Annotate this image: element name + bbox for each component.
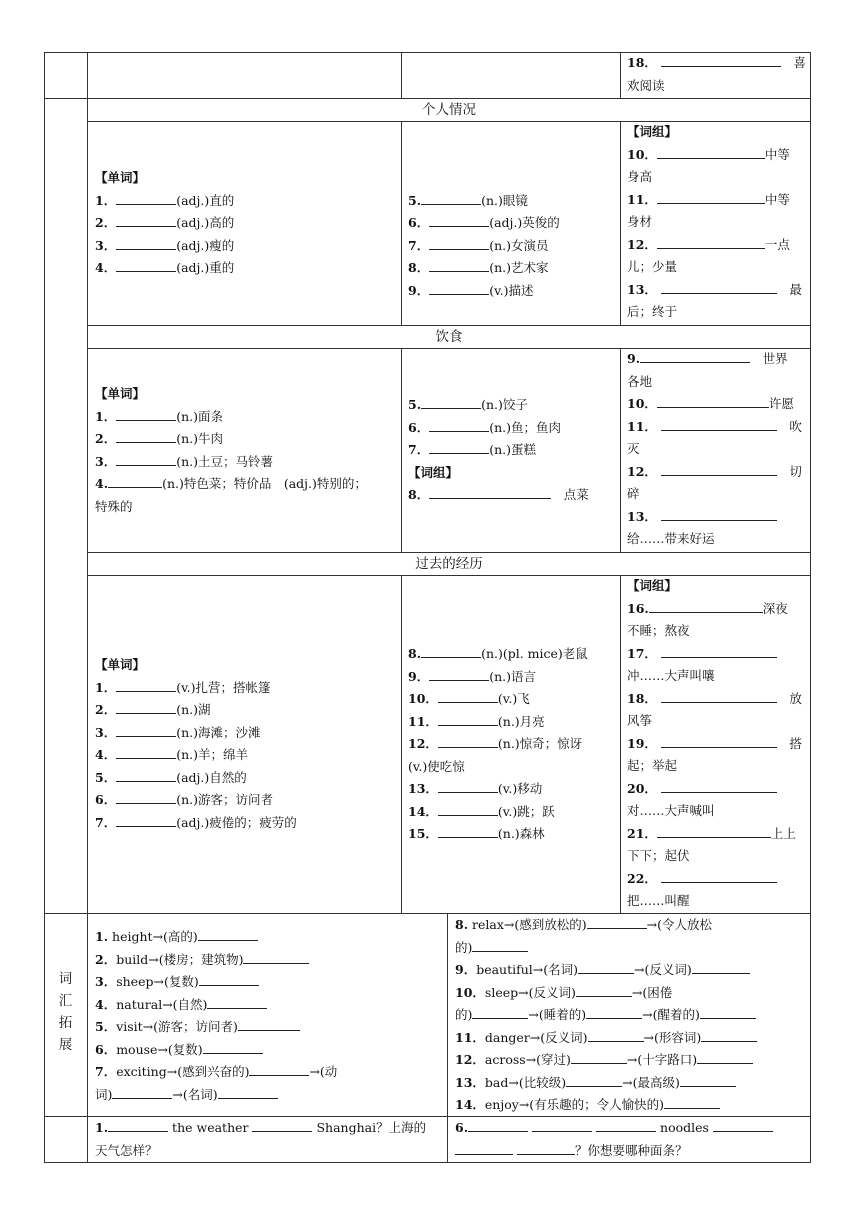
item-number: 16. (627, 600, 649, 616)
col-divider-right (620, 52, 621, 98)
item-number: 2． (95, 951, 117, 967)
answer-blank[interactable] (438, 802, 498, 816)
item-text: 吹 (789, 418, 802, 434)
answer-blank[interactable] (429, 667, 489, 681)
item-number: 7． (95, 814, 117, 830)
item-text: 许愿 (768, 396, 794, 411)
item-text: 天气怎样？ (95, 1142, 158, 1158)
answer-blank[interactable] (249, 1062, 309, 1076)
item-text: 儿；少量 (627, 259, 678, 274)
item-text: →(令人放松 (646, 917, 713, 932)
item-text: enjoy→(有乐趣的；令人愉快的) (484, 1097, 665, 1112)
item-text: (n.)眼镜 (481, 192, 528, 208)
item-text: ？你想要哪种面条？ (574, 1142, 688, 1158)
item-text: 特殊的 (95, 498, 133, 514)
item-text: (v.)跳；跃 (497, 803, 555, 819)
s1-divider-right (620, 121, 621, 325)
item-number: 4． (95, 260, 117, 275)
item-text: across→(穿过) (484, 1052, 571, 1067)
answer-blank[interactable] (116, 790, 176, 804)
item-number: 5． (95, 1019, 117, 1034)
item-text: (adj.)自然的 (176, 769, 247, 785)
item-number: 12． (627, 463, 657, 479)
item-number: 6． (408, 215, 430, 230)
item-text: (adj.)直的 (176, 192, 235, 208)
item-text: (n.)惊奇；惊讶 (497, 736, 583, 751)
item-number: 2． (95, 431, 117, 446)
answer-blank[interactable] (587, 915, 647, 929)
item-text: (v.)使吃惊 (408, 758, 465, 774)
section-title: 饮食 (435, 329, 463, 345)
item-number: 5. (408, 192, 422, 208)
answer-blank[interactable] (429, 236, 489, 250)
answer-blank[interactable] (116, 768, 176, 782)
answer-blank[interactable] (116, 700, 176, 714)
answer-blank[interactable] (421, 191, 481, 205)
s3-phrases-right (627, 575, 807, 913)
answer-blank[interactable] (438, 689, 498, 703)
item-text: 给……带来好运 (627, 531, 715, 546)
answer-blank[interactable] (116, 723, 176, 737)
item-number: 6． (408, 419, 430, 435)
item-text: 搭 (789, 735, 802, 751)
item-number: 14． (408, 803, 438, 819)
item-text: visit→(游客；访问者) (116, 1019, 238, 1034)
answer-blank[interactable] (649, 599, 763, 613)
col-divider-label-bottom (87, 1116, 88, 1163)
answer-blank[interactable] (657, 235, 765, 249)
item-number: 3． (95, 237, 117, 253)
item-number: 8． (408, 487, 430, 502)
answer-blank[interactable] (429, 213, 489, 227)
item-text: (n.)饺子 (481, 397, 528, 412)
item-number: 11． (627, 191, 657, 207)
item-number: 8. (455, 917, 469, 932)
item-number: 1． (95, 679, 117, 695)
item-text: →(十字路口) (626, 1052, 698, 1067)
answer-blank[interactable] (596, 1118, 656, 1132)
item-text: 最 (789, 281, 802, 297)
answer-blank[interactable] (713, 1118, 773, 1132)
answer-blank[interactable] (116, 407, 176, 421)
item-text: height→(高的) (112, 929, 198, 944)
item-number: 20． (627, 780, 657, 796)
answer-blank[interactable] (203, 1040, 263, 1054)
answer-blank[interactable] (116, 258, 176, 272)
item-number: 6. (455, 1120, 469, 1135)
item-number: 10． (455, 984, 485, 1000)
item-number: 18． (627, 690, 657, 706)
item-text: 词) (95, 1086, 113, 1102)
item-text: →(最高级) (622, 1074, 680, 1090)
item-text: (n.)土豆；马铃薯 (176, 453, 273, 469)
answer-blank[interactable] (421, 644, 481, 658)
item-text: 冲……大声叫嚷 (627, 668, 715, 683)
item-text: bad→(比较级) (484, 1074, 567, 1090)
s3-divider-mid (401, 575, 402, 913)
item-number: 19． (627, 735, 657, 751)
item-text: relax→(感到放松的) (472, 917, 587, 932)
item-text: (n.)羊；绵羊 (176, 747, 248, 762)
item-number: 18． (627, 55, 657, 70)
item-number: 13． (627, 508, 657, 524)
item-text: 一点 (764, 236, 790, 252)
answer-blank[interactable] (661, 779, 777, 793)
item-text: natural→(自然) (116, 996, 208, 1012)
item-number: 9． (408, 282, 430, 298)
item-text: 的) (455, 1007, 473, 1022)
item-number: 11． (627, 418, 657, 434)
item-text: 中等 (764, 146, 790, 162)
answer-blank[interactable] (701, 1028, 757, 1042)
item-text: 中等 (764, 191, 790, 207)
answer-blank[interactable] (697, 1050, 753, 1064)
sentence-right (455, 1117, 807, 1162)
item-number: 7． (408, 237, 430, 253)
answer-blank[interactable] (532, 1118, 592, 1132)
item-text: 后；终于 (627, 304, 678, 319)
item-text: 风筝 (627, 713, 653, 728)
col-divider-label (87, 52, 88, 913)
item-number: 13． (455, 1074, 485, 1090)
item-text: 碎 (627, 486, 640, 501)
answer-blank[interactable] (657, 190, 765, 204)
item-text: →(名词) (172, 1086, 218, 1102)
label-char: 汇 (58, 993, 73, 1009)
item-number: 4． (95, 747, 117, 762)
answer-blank[interactable] (429, 440, 489, 454)
item-number: 10． (627, 396, 657, 411)
item-number: 21． (627, 825, 657, 841)
answer-blank[interactable] (116, 678, 176, 692)
answer-blank[interactable] (468, 1118, 528, 1132)
answer-blank[interactable] (198, 927, 258, 941)
item-text: →(睡着的) (528, 1007, 587, 1022)
item-text: (n.)游客；访问者 (176, 792, 273, 807)
item-text: 欢阅读 (627, 77, 665, 93)
answer-blank[interactable] (243, 950, 309, 964)
item-text: →(反义词) (634, 962, 692, 977)
item-text: (n.)(pl. mice)老鼠 (481, 646, 588, 661)
words-header: 【单词】 (95, 657, 146, 672)
item-text: 灭 (627, 441, 640, 456)
answer-blank[interactable] (429, 281, 489, 295)
item-text: (n.)牛肉 (176, 431, 223, 446)
item-text: 放 (789, 690, 802, 706)
item-text: (n.)湖 (176, 702, 211, 717)
item-text: (n.)海滩；沙滩 (176, 724, 261, 740)
answer-blank[interactable] (218, 1085, 278, 1099)
answer-blank[interactable] (421, 395, 481, 409)
item-text: (adj.)重的 (176, 260, 235, 275)
answer-blank[interactable] (116, 745, 176, 759)
item-text: (n.)女演员 (489, 237, 549, 253)
answer-blank[interactable] (576, 983, 632, 997)
s1-words-left (95, 167, 395, 280)
item-text: 不睡；熬夜 (627, 623, 690, 638)
item-text: mouse→(复数) (116, 1041, 203, 1057)
item-number: 3． (95, 724, 117, 740)
s3-divider-right (620, 575, 621, 913)
item-number: 6． (95, 792, 117, 807)
label-char: 词 (58, 971, 73, 987)
item-number: 1． (95, 408, 117, 424)
answer-blank[interactable] (657, 824, 771, 838)
answer-blank[interactable] (640, 349, 750, 363)
item-text: (v.)移动 (497, 781, 543, 796)
item-number: 13． (627, 281, 657, 297)
item-number: 6． (95, 1041, 117, 1057)
answer-blank[interactable] (661, 280, 777, 294)
item-number: 4． (95, 996, 117, 1012)
item-number: 7． (95, 1064, 117, 1079)
answer-blank[interactable] (661, 734, 777, 748)
item-text: 点菜 (563, 487, 589, 502)
words-header: 【单词】 (95, 170, 146, 185)
item-number: 5. (408, 397, 422, 412)
s1-words-middle (408, 167, 618, 302)
item-text: 起；举起 (627, 758, 678, 773)
answer-blank[interactable] (116, 236, 176, 250)
sentence-left (95, 1117, 443, 1162)
label-char: 拓 (58, 1015, 73, 1031)
item-text: noodles (660, 1120, 709, 1135)
answer-blank[interactable] (429, 418, 489, 432)
answer-blank[interactable] (429, 485, 551, 499)
answer-blank[interactable] (578, 960, 634, 974)
s1-divider-mid (401, 121, 402, 325)
item-number: 17． (627, 645, 657, 661)
item-number: 8. (408, 646, 422, 661)
item-number: 2． (95, 702, 117, 717)
item-number: 9． (455, 962, 477, 977)
item-number: 10． (408, 691, 438, 706)
label-char: 展 (58, 1037, 73, 1053)
item-text: 的) (455, 939, 473, 955)
col-divider-label-exp (87, 913, 88, 1116)
item-number: 13． (408, 781, 438, 796)
phrase-header: 【词组】 (408, 464, 459, 480)
item-text: 身材 (627, 214, 653, 229)
item-text: (v.)扎营；搭帐篷 (176, 679, 271, 695)
answer-blank[interactable] (207, 995, 267, 1009)
answer-blank[interactable] (116, 429, 176, 443)
s3-words-middle (408, 643, 618, 846)
item-number: 1. (95, 1120, 109, 1135)
item-text: (n.)鱼；鱼肉 (489, 419, 561, 435)
answer-blank[interactable] (252, 1118, 312, 1132)
answer-blank[interactable] (571, 1050, 627, 1064)
item-text: (n.)面条 (176, 408, 223, 424)
answer-blank[interactable] (429, 258, 489, 272)
item-text: sheep→(复数) (116, 974, 199, 989)
item-number: 4. (95, 476, 109, 491)
item-text: (n.)蛋糕 (489, 442, 536, 457)
item-number: 12． (627, 236, 657, 252)
answer-blank[interactable] (116, 213, 176, 227)
answer-blank[interactable] (199, 972, 259, 986)
answer-blank[interactable] (438, 734, 498, 748)
s1-phrases-right (627, 121, 807, 324)
item-number: 22． (627, 870, 657, 886)
item-text: (adj.)瘦的 (176, 237, 235, 253)
answer-blank[interactable] (112, 1085, 172, 1099)
answer-blank[interactable] (108, 474, 162, 488)
item-text: →(动 (309, 1064, 338, 1079)
answer-blank[interactable] (657, 394, 769, 408)
words-header: 【单词】 (95, 386, 146, 401)
answer-blank[interactable] (657, 145, 765, 159)
item-number: 7． (408, 442, 430, 457)
section-title: 个人情况 (422, 102, 476, 118)
top-row-right (627, 52, 805, 97)
expansion-label (44, 968, 87, 1056)
item-text: 下下；起伏 (627, 848, 690, 863)
item-text: →(困倦 (631, 984, 673, 1000)
answer-blank[interactable] (661, 869, 777, 883)
item-text: (n.)语言 (489, 668, 536, 684)
answer-blank[interactable] (116, 813, 176, 827)
item-number: 14． (455, 1097, 485, 1112)
answer-blank[interactable] (700, 1005, 756, 1019)
answer-blank[interactable] (664, 1095, 720, 1109)
item-text: 对……大声喊叫 (627, 803, 715, 818)
item-text: (adj.)英俊的 (489, 215, 560, 230)
col-divider-mid (401, 52, 402, 98)
item-number: 15． (408, 826, 438, 841)
s3-words-left (95, 654, 395, 834)
item-number: 10． (627, 146, 657, 162)
item-number: 2． (95, 215, 117, 230)
item-text: →(形容词) (643, 1029, 702, 1045)
answer-blank[interactable] (661, 417, 777, 431)
answer-blank[interactable] (116, 191, 176, 205)
expansion-left (95, 926, 443, 1106)
answer-blank[interactable] (586, 1005, 642, 1019)
answer-blank[interactable] (472, 1005, 528, 1019)
item-text: exciting→(感到兴奋的) (116, 1064, 250, 1079)
item-text: 切 (789, 463, 802, 479)
s2-divider-mid (401, 348, 402, 552)
item-number: 8． (408, 260, 430, 275)
item-text: Shanghai？上海的 (316, 1120, 427, 1135)
item-number: 9． (408, 668, 430, 684)
item-number: 11． (408, 713, 438, 729)
answer-blank[interactable] (661, 53, 781, 67)
item-text: build→(楼房；建筑物) (116, 951, 244, 967)
item-text: 身高 (627, 169, 653, 184)
item-number: 11． (455, 1029, 485, 1045)
answer-blank[interactable] (566, 1073, 622, 1087)
expansion-right (455, 914, 807, 1117)
item-text: (adj.)疲倦的；疲劳的 (176, 814, 297, 830)
item-text: (n.)森林 (497, 826, 545, 841)
item-text: danger→(反义词) (484, 1029, 588, 1045)
item-text: →(醒着的) (642, 1007, 700, 1022)
answer-blank[interactable] (438, 824, 498, 838)
item-text: (v.)描述 (489, 282, 534, 298)
answer-blank[interactable] (588, 1028, 644, 1042)
answer-blank[interactable] (680, 1073, 736, 1087)
phrase-header: 【词组】 (627, 578, 678, 593)
item-text: (n.)月亮 (497, 713, 545, 729)
item-number: 1. (95, 929, 109, 944)
answer-blank[interactable] (116, 452, 176, 466)
item-text: 把……叫醒 (627, 893, 690, 908)
item-number: 3． (95, 453, 117, 469)
item-text: (adj.)高的 (176, 215, 235, 230)
exp-divider-mid (447, 913, 448, 1163)
answer-blank[interactable] (661, 462, 777, 476)
item-text: sleep→(反义词) (484, 984, 576, 1000)
item-text: beautiful→(名词) (476, 962, 579, 977)
answer-blank[interactable] (661, 689, 777, 703)
s2-words-middle (408, 394, 618, 507)
item-number: 9. (627, 351, 641, 366)
item-text: 世界 (762, 351, 788, 366)
answer-blank[interactable] (661, 644, 777, 658)
item-text: 各地 (627, 373, 653, 389)
answer-blank[interactable] (517, 1141, 575, 1155)
answer-blank[interactable] (108, 1118, 168, 1132)
answer-blank[interactable] (692, 960, 750, 974)
s2-words-left (95, 383, 395, 518)
item-text: (n.)艺术家 (489, 260, 549, 275)
section-title: 过去的经历 (415, 556, 483, 572)
item-number: 12． (408, 736, 438, 751)
item-text: 上上 (770, 825, 796, 841)
answer-blank[interactable] (238, 1017, 300, 1031)
answer-blank[interactable] (455, 1141, 513, 1155)
s2-divider-right (620, 348, 621, 552)
answer-blank[interactable] (438, 779, 498, 793)
item-text: (n.)特色菜；特价品 (adj.)特别的； (162, 476, 367, 491)
phrase-header: 【词组】 (627, 124, 678, 139)
item-text: the weather (172, 1120, 249, 1135)
item-text: (v.)飞 (497, 691, 530, 706)
item-number: 3． (95, 974, 117, 989)
item-number: 5． (95, 769, 117, 785)
item-number: 1． (95, 192, 117, 208)
answer-blank[interactable] (472, 938, 528, 952)
item-number: 12． (455, 1052, 485, 1067)
s2-phrases-right (627, 348, 807, 551)
item-text: 喜 (793, 55, 806, 70)
answer-blank[interactable] (438, 712, 498, 726)
item-text: 深夜 (762, 600, 788, 616)
answer-blank[interactable] (661, 507, 777, 521)
